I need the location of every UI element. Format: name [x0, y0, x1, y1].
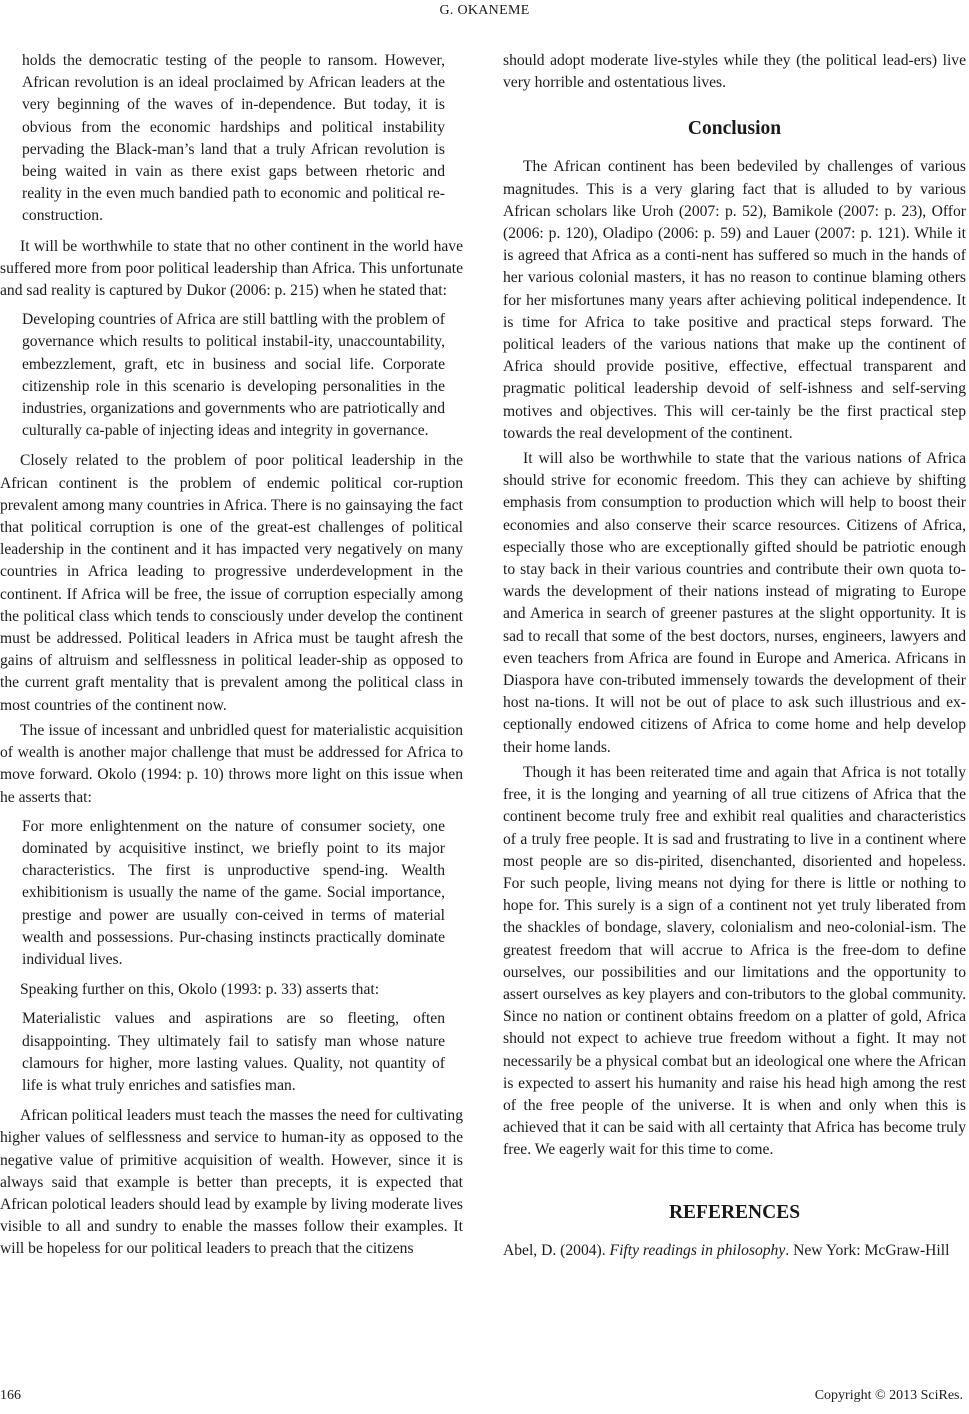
paragraph: African political leaders must teach the masses the need for cultivating higher values of selflessness and service to human-ity as opposed to the negative value of primitive acquisition of wealth. However, since it is always said that example is better than precepts, it is expected that African polotical leaders should lead by example by living moderate lives visible to all and sundry to enable the masses follow their examples. It will be hopeless for our political leaders to preach that the citizens — [0, 1107, 463, 1258]
paragraph-continued: should adopt moderate live-styles while they (the political lead-ers) live very horrible and ostentatious lives. — [503, 52, 966, 92]
block-quote-continued: holds the democratic testing of the people to ransom. However, African revolution is an ideal proclaimed by African leaders at the very beginning of the waves of in-dependence. But today, it is obvious from the economic hardships and political instability pervading the Black-man’s land that a truly African revolution is being waited in vain as there exist gaps between rhetoric and reality in the even much bandied path to economic and political re-construction. — [22, 52, 445, 225]
paragraph: Speaking further on this, Okolo (1993: p. 33) asserts that: — [20, 981, 380, 999]
page-number: 166 — [0, 1388, 21, 1403]
copyright-notice: Copyright © 2013 SciRes. — [814, 1388, 963, 1403]
block-quote-okolo-1993: Materialistic values and aspirations are so fleeting, often disappointing. They ultimately fail to satisfy man whose nature clamours for higher, more lasting values. Quality, not quantity of life is what truly enriches and satisfies man. — [22, 1010, 445, 1094]
reference-publisher: . New York: McGraw-Hill — [785, 1241, 950, 1259]
paragraph: Though it has been reiterated time and again that Africa is not totally free, it is the longing and yearning of all true citizens of Africa that the continent become truly free and exhibit real qualities and characteristics of a truly free people. It is sad and frustrating to live in a continent where most people are so dis-pirited, disenchanted, disoriented and hopeless. For such people, living means not dying for there is little or nothing to hope for. This surely is a sign of a continent not yet truly liberated from the shackles of bondage, slavery, colonialism and neo-colonial-ism. The greatest freedom that will accrue to Africa is the free-dom to define ourselves, our possibilities and our limitations and the opportunity to assert ourselves as key players and con-tributors to the global community. Since no nation or continent obtains freedom on a platter of gold, Africa should not expect to achieve true freedom without a fight. It may not necessarily be a physical combat but an ideological one where the African is expected to assert his humanity and raise his head high among the rest of the free people of the universe. It is when and only when this is achieved that it can be said with all certainty that Africa has become truly free. We eagerly wait for this time to come. — [503, 763, 966, 1159]
running-head: G. OKANEME — [439, 3, 530, 18]
block-quote-dukor: Developing countries of Africa are still battling with the problem of governance which results to political instabil-ity, unaccountability, embezzlement, graft, etc in business and social life. Corporate citizenship role in this scenario is developing personalities in the industries, organizations and governments who are patriotically and culturally ca-pable of injecting ideas and integrity in governance. — [22, 311, 445, 440]
right-column — [503, 50, 966, 1262]
left-column — [0, 50, 463, 1261]
paragraph: It will also be worthwhile to state that the various nations of Africa should strive for economic freedom. This they can achieve by shifting emphasis from consumption to production which will help to boost their economies and also conserve their scarce resources. Citizens of Africa, especially those who are exceptionally gifted should be patriotic enough to stay back in their various countries and contribute their own quota to-wards the development of their nations instead of migrating to Europe and America in search of greener pastures at the slight opportunity. It is sad to recall that some of the best doctors, nurses, engineers, lawyers and even teachers from Africa are found in Europe and America. Africans in Diaspora have con-tributed immensely towards the development of their host na-tions. It will not be out of place to ask such illustrious and ex-ceptionally endowed citizens of Africa to come home and help develop their home lands. — [503, 450, 966, 756]
paragraph: The issue of incessant and unbridled quest for materialistic acquisition of wealth is another major challenge that must be addressed for Africa to move forward. Okolo (1994: p. 10) throws more light on this issue when he asserts that: — [0, 721, 463, 806]
section-heading-references: REFERENCES — [668, 1201, 801, 1223]
paragraph: Closely related to the problem of poor political leadership in the African continent is the problem of endemic political cor-ruption prevalent among many countries in Africa. There is no gainsaying the fact that political corruption is one of the great-est challenges of political leadership in the continent and it has impacted very negatively on many countries in Africa leading to progressive underdevelopment in the continent. If Africa will be free, the issue of corruption especially among the political class which tends to consciously under develop the continent must be addressed. Political leaders in Africa must be taught afresh the gains of altruism and selflessness in political leader-ship as opposed to the current graft mentality that is prevalent among the political class in most countries of the continent now. — [0, 452, 463, 714]
section-heading-conclusion: Conclusion — [687, 118, 782, 140]
reference-entry — [503, 1240, 966, 1262]
reference-title: Fifty readings in philosophy — [609, 1241, 786, 1259]
paragraph: The African continent has been bedeviled by challenges of various magnitudes. This is a very glaring fact that is alluded to by various African scholars like Uroh (2007: p. 52), Bamikole (2007: p. 23), Offor (2006: p. 120), Oladipo (2006: p. 59) and Lauer (2007: p. 121). While it is agreed that Africa as a conti-nent has suffered so much in the hands of her various colonial masters, it has no reason to continue blaming others for her misfortunes many years after achieving political independence. It is time for Africa to take positive and practical steps forward. The political leaders of the various nations that make up the continent of Africa should provide positive, effective, effectual transparent and pragmatic political leadership devoid of self-ishness and self-serving motives and objectives. This will cer-tainly be the first practical step towards the real development of the continent. — [503, 158, 966, 442]
block-quote-okolo-1994: For more enlightenment on the nature of consumer society, one dominated by acquisitive instinct, we briefly point to its major characteristics. The first is unproductive spend-ing. Wealth exhibitionism is usually the name of the game. Social importance, prestige and power are usually con-ceived in terms of material wealth and possessions. Pur-chasing instincts practically dominate individual lives. — [22, 817, 445, 968]
paragraph: It will be worthwhile to state that no other continent in the world have suffered more from poor political leadership than Africa. This unfortunate and sad reality is captured by Dukor (2006: p. 215) when he stated that: — [0, 237, 463, 300]
reference-authors: Abel, D. (2004). — [503, 1241, 610, 1259]
